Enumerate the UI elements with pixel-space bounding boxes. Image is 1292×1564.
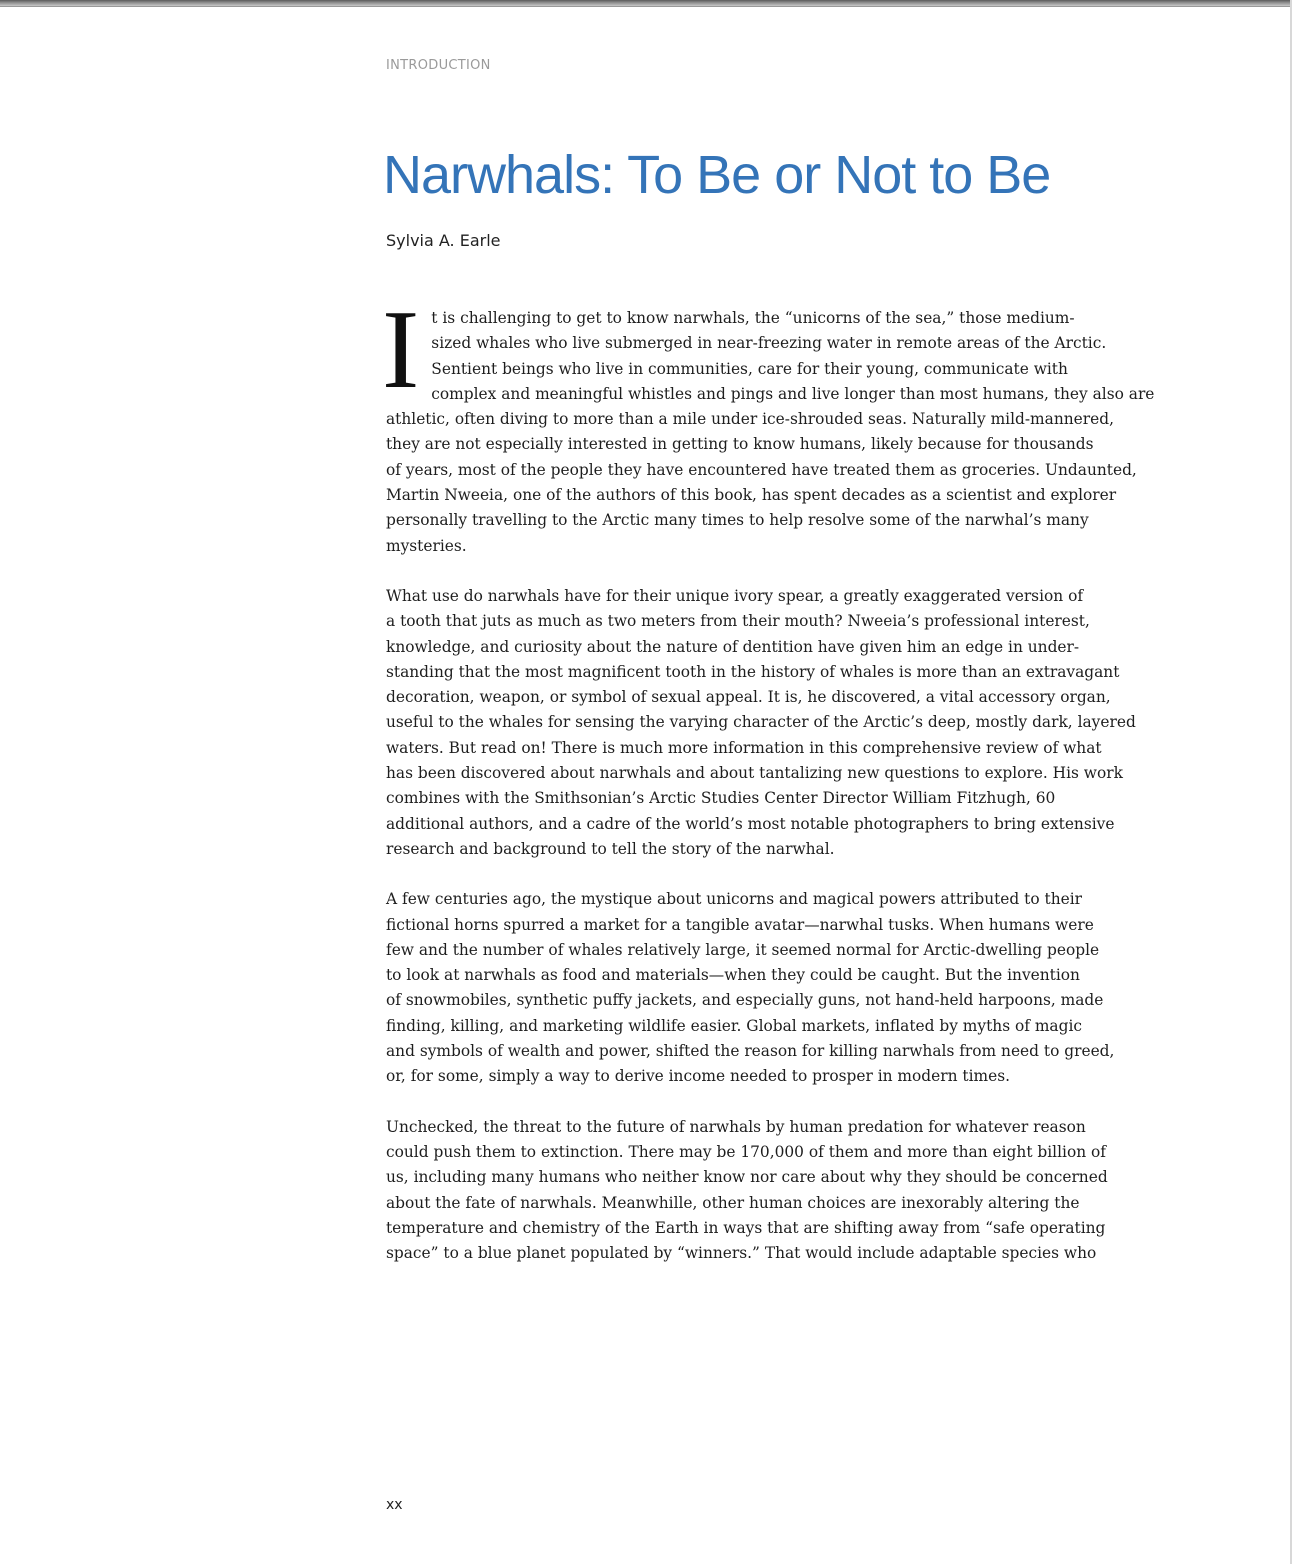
section-label: INTRODUCTION (386, 58, 491, 73)
page-number: xx (386, 1497, 403, 1513)
text-line: temperature and chemistry of the Earth in ways that are shifting away from “safe operating (386, 1218, 1106, 1237)
text-line: of snowmobiles, synthetic puffy jackets, and especially guns, not hand-held harpoons, made (386, 991, 1104, 1010)
paragraph (386, 584, 1136, 862)
text-line: complex and meaningful whistles and pings and live longer than most humans, they also are (431, 384, 1155, 403)
text-line: space” to a blue planet populated by “winners.” That would include adaptable species who (386, 1244, 1097, 1263)
text-line: they are not especially interested in getting to know humans, likely because for thousands (386, 435, 1094, 454)
text-line: additional authors, and a cadre of the world’s most notable photographers to bring extensive (386, 814, 1115, 833)
text-line: t is challenging to get to know narwhals, the “unicorns of the sea,” those medium- (431, 309, 1075, 327)
text-line: few and the number of whales relatively large, it seemed normal for Arctic-dwelling people (386, 940, 1100, 959)
chapter-title: Narwhals: To Be or Not to Be (383, 145, 1051, 205)
text-line: mysteries. (386, 536, 467, 555)
text-line: finding, killing, and marketing wildlife easier. Global markets, inflated by myths of magic (386, 1016, 1082, 1035)
drop-cap: I (382, 288, 420, 412)
text-line: to look at narwhals as food and materials—when they could be caught. But the invention (386, 966, 1080, 985)
text-line: waters. But read on! There is much more information in this comprehensive review of what (386, 738, 1102, 757)
text-line: decoration, weapon, or symbol of sexual appeal. It is, he discovered, a vital accessory organ, (386, 688, 1111, 707)
text-line: knowledge, and curiosity about the nature of dentition have given him an edge in under- (386, 637, 1080, 656)
text-line: Martin Nweeia, one of the authors of this book, has spent decades as a scientist and explorer (386, 486, 1117, 505)
body-text (382, 288, 1155, 1291)
text-line: A few centuries ago, the mystique about unicorns and magical powers attributed to their (386, 890, 1082, 909)
text-line: Sentient beings who live in communities, care for their young, communicate with (431, 359, 1068, 378)
text-line: Unchecked, the threat to the future of narwhals by human predation for whatever reason (386, 1117, 1086, 1136)
text-line: research and background to tell the story of the narwhal. (386, 839, 835, 858)
text-line: could push them to extinction. There may be 170,000 of them and more than eight billion of (386, 1142, 1106, 1161)
text-line: of years, most of the people they have encountered have treated them as groceries. Undaunted, (386, 460, 1137, 479)
text-line: athletic, often diving to more than a mile under ice-shrouded seas. Naturally mild-mannered, (386, 410, 1114, 429)
paragraph (386, 887, 1115, 1089)
text-line: useful to the whales for sensing the varying character of the Arctic’s deep, mostly dark, layered (386, 713, 1136, 732)
text-line: a tooth that juts as much as two meters from their mouth? Nweeia’s professional interest, (386, 612, 1090, 631)
text-line: and symbols of wealth and power, shifted the reason for killing narwhals from need to greed, (386, 1042, 1115, 1061)
text-line: sized whales who live submerged in near-freezing water in remote areas of the Arctic. (431, 334, 1107, 353)
text-line: fictional horns spurred a market for a tangible avatar—narwhal tusks. When humans were (386, 915, 1094, 934)
text-line: standing that the most magnificent tooth in the history of whales is more than an extravagant (386, 662, 1120, 681)
text-line: or, for some, simply a way to derive income needed to prosper in modern times. (386, 1067, 1011, 1086)
text-line: about the fate of narwhals. Meanwhille, other human choices are inexorably altering the (386, 1193, 1080, 1212)
text-line: personally travelling to the Arctic many times to help resolve some of the narwhal’s many (386, 511, 1089, 530)
text-line: has been discovered about narwhals and about tantalizing new questions to explore. His work (386, 764, 1123, 783)
paragraph (382, 288, 1155, 559)
paragraph (386, 1115, 1108, 1267)
text-line: combines with the Smithsonian’s Arctic Studies Center Director William Fitzhugh, 60 (386, 789, 1056, 808)
text-line: What use do narwhals have for their unique ivory spear, a greatly exaggerated version of (386, 586, 1084, 605)
author-name: Sylvia A. Earle (386, 231, 501, 250)
text-line: us, including many humans who neither know nor care about why they should be concerned (386, 1168, 1108, 1187)
